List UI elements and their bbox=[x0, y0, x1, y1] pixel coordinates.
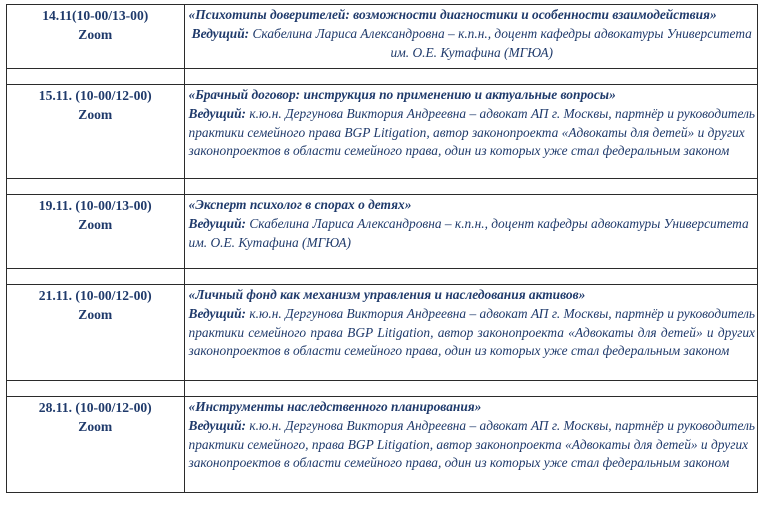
event-host bbox=[189, 105, 755, 161]
event-host bbox=[189, 25, 755, 63]
host-label: Ведущий: bbox=[191, 25, 253, 41]
event-row bbox=[7, 285, 758, 381]
host-label: Ведущий: bbox=[188, 417, 250, 433]
host-text: к.ю.н. Дергунова Виктория Андреевна – адвокат АП г. Москвы, партнёр и руководитель практики семейного права BGP Litigation, автор законопроекта «Адвокаты для детей» и других законопроектов в области семейного права, один из которых уже стал федеральным законом bbox=[188, 305, 755, 359]
spacer-row bbox=[7, 381, 758, 397]
event-content-cell bbox=[184, 85, 757, 179]
event-date: 19.11. (10-00/13-00) bbox=[38, 198, 152, 213]
host-label: Ведущий: bbox=[188, 215, 250, 231]
event-host bbox=[189, 417, 755, 473]
host-text: Скабелина Лариса Александровна – к.п.н., доцент кафедры адвокатуры Университета им. О.Е. Кутафина (МГЮА) bbox=[252, 25, 752, 60]
event-platform: Zoom bbox=[78, 27, 113, 42]
event-platform: Zoom bbox=[78, 419, 113, 434]
schedule-table bbox=[6, 4, 758, 493]
spacer-row bbox=[7, 69, 758, 85]
host-text: к.ю.н. Дергунова Виктория Андреевна – адвокат АП г. Москвы, партнёр и руководитель практики семейного, права BGP Litigation, автор законопроекта «Адвокаты для детей» и других законопроектов в области семейного права, один из которых уже стал федеральным законом bbox=[188, 417, 755, 471]
event-date: 15.11. (10-00/12-00) bbox=[38, 88, 152, 103]
event-date-cell bbox=[7, 285, 185, 381]
event-date: 28.11. (10-00/12-00) bbox=[38, 400, 152, 415]
host-label: Ведущий: bbox=[188, 305, 250, 321]
event-content-cell bbox=[184, 285, 757, 381]
event-title: «Личный фонд как механизм управления и наследования активов» bbox=[188, 287, 586, 302]
event-row bbox=[7, 85, 758, 179]
event-date: 21.11. (10-00/12-00) bbox=[38, 288, 152, 303]
event-date-cell bbox=[7, 85, 185, 179]
event-content-cell bbox=[184, 397, 757, 493]
event-content-cell bbox=[184, 195, 757, 269]
event-row bbox=[7, 397, 758, 493]
event-content-cell bbox=[184, 5, 757, 69]
event-title: «Эксперт психолог в спорах о детях» bbox=[188, 197, 412, 212]
event-title: «Инструменты наследственного планирования» bbox=[188, 399, 482, 414]
spacer-row bbox=[7, 269, 758, 285]
event-row bbox=[7, 5, 758, 69]
event-host bbox=[189, 215, 755, 253]
event-date-cell bbox=[7, 397, 185, 493]
event-platform: Zoom bbox=[78, 307, 113, 322]
event-platform: Zoom bbox=[78, 107, 113, 122]
event-date-cell bbox=[7, 5, 185, 69]
event-row bbox=[7, 195, 758, 269]
host-text: Скабелина Лариса Александровна – к.п.н., доцент кафедры адвокатуры Университета им. О.Е. Кутафина (МГЮА) bbox=[188, 215, 749, 250]
host-text: к.ю.н. Дергунова Виктория Андреевна – адвокат АП г. Москвы, партнёр и руководитель практики семейного права BGP Litigation, автор законопроекта «Адвокаты для детей» и других законопроектов в области семейного права, один из которых уже стал федеральным законом bbox=[188, 105, 755, 159]
event-platform: Zoom bbox=[78, 217, 113, 232]
host-label: Ведущий: bbox=[188, 105, 250, 121]
spacer-row bbox=[7, 179, 758, 195]
event-date-cell bbox=[7, 195, 185, 269]
event-title: «Брачный договор: инструкция по применению и актуальные вопросы» bbox=[188, 87, 616, 102]
event-date: 14.11(10-00/13-00) bbox=[42, 8, 149, 23]
event-title: «Психотипы доверителей: возможности диагностики и особенности взаимодействия» bbox=[188, 7, 717, 22]
event-host bbox=[189, 305, 755, 361]
